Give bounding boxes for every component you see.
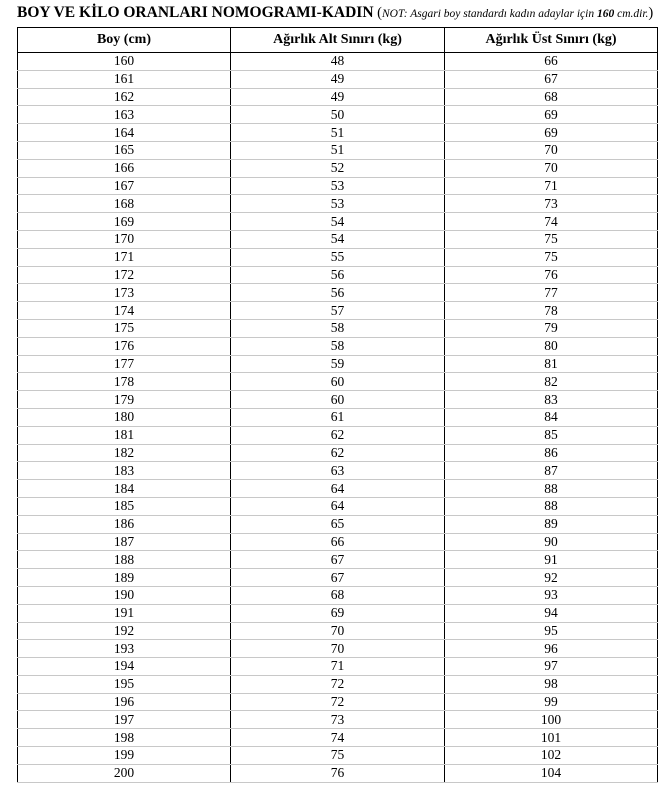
table-row xyxy=(18,106,658,124)
cell-weight-max: 84 xyxy=(445,408,658,426)
cell-height: 169 xyxy=(18,213,231,231)
table-row xyxy=(18,515,658,533)
cell-weight-min: 64 xyxy=(231,497,445,515)
table-row xyxy=(18,675,658,693)
cell-height: 194 xyxy=(18,658,231,676)
table-row xyxy=(18,302,658,320)
table-row xyxy=(18,586,658,604)
nomogram-table xyxy=(17,27,658,783)
cell-height: 183 xyxy=(18,462,231,480)
cell-weight-min: 72 xyxy=(231,675,445,693)
cell-height: 163 xyxy=(18,106,231,124)
table-row xyxy=(18,640,658,658)
cell-weight-max: 100 xyxy=(445,711,658,729)
table-row xyxy=(18,124,658,142)
table-row xyxy=(18,444,658,462)
cell-weight-max: 77 xyxy=(445,284,658,302)
cell-height: 198 xyxy=(18,729,231,747)
cell-weight-min: 56 xyxy=(231,284,445,302)
cell-weight-min: 50 xyxy=(231,106,445,124)
cell-weight-max: 66 xyxy=(445,53,658,71)
cell-height: 195 xyxy=(18,675,231,693)
cell-weight-max: 101 xyxy=(445,729,658,747)
cell-weight-max: 69 xyxy=(445,124,658,142)
cell-weight-max: 73 xyxy=(445,195,658,213)
table-body xyxy=(18,53,658,783)
cell-weight-min: 71 xyxy=(231,658,445,676)
table-row xyxy=(18,747,658,765)
cell-height: 168 xyxy=(18,195,231,213)
cell-weight-min: 68 xyxy=(231,586,445,604)
cell-weight-min: 48 xyxy=(231,53,445,71)
cell-height: 160 xyxy=(18,53,231,71)
table-row xyxy=(18,195,658,213)
table-row xyxy=(18,426,658,444)
table-row xyxy=(18,248,658,266)
cell-weight-min: 49 xyxy=(231,70,445,88)
cell-weight-min: 58 xyxy=(231,319,445,337)
cell-height: 174 xyxy=(18,302,231,320)
cell-weight-max: 67 xyxy=(445,70,658,88)
table-row xyxy=(18,53,658,71)
table-row xyxy=(18,658,658,676)
cell-height: 167 xyxy=(18,177,231,195)
table-row xyxy=(18,729,658,747)
header-weight-max: Ağırlık Üst Sınırı (kg) xyxy=(445,28,658,53)
cell-height: 172 xyxy=(18,266,231,284)
cell-weight-min: 59 xyxy=(231,355,445,373)
cell-weight-max: 96 xyxy=(445,640,658,658)
cell-weight-min: 74 xyxy=(231,729,445,747)
cell-weight-max: 68 xyxy=(445,88,658,106)
cell-weight-max: 88 xyxy=(445,480,658,498)
cell-weight-min: 62 xyxy=(231,426,445,444)
cell-weight-max: 102 xyxy=(445,747,658,765)
cell-weight-min: 53 xyxy=(231,177,445,195)
cell-weight-min: 60 xyxy=(231,391,445,409)
cell-height: 173 xyxy=(18,284,231,302)
table-row xyxy=(18,213,658,231)
cell-weight-min: 54 xyxy=(231,230,445,248)
cell-weight-min: 49 xyxy=(231,88,445,106)
cell-weight-max: 75 xyxy=(445,230,658,248)
cell-height: 164 xyxy=(18,124,231,142)
table-row xyxy=(18,141,658,159)
cell-weight-max: 99 xyxy=(445,693,658,711)
cell-weight-max: 81 xyxy=(445,355,658,373)
title-open-paren: ( xyxy=(373,5,382,21)
cell-weight-min: 60 xyxy=(231,373,445,391)
table-row xyxy=(18,569,658,587)
cell-weight-max: 75 xyxy=(445,248,658,266)
cell-height: 199 xyxy=(18,747,231,765)
cell-weight-min: 55 xyxy=(231,248,445,266)
cell-weight-min: 57 xyxy=(231,302,445,320)
cell-height: 181 xyxy=(18,426,231,444)
cell-weight-max: 98 xyxy=(445,675,658,693)
cell-weight-min: 51 xyxy=(231,124,445,142)
cell-weight-min: 70 xyxy=(231,622,445,640)
cell-weight-max: 79 xyxy=(445,319,658,337)
cell-weight-max: 80 xyxy=(445,337,658,355)
cell-weight-max: 70 xyxy=(445,141,658,159)
cell-weight-max: 93 xyxy=(445,586,658,604)
cell-height: 188 xyxy=(18,551,231,569)
table-row xyxy=(18,462,658,480)
title-close-paren: ) xyxy=(648,5,654,21)
cell-weight-min: 52 xyxy=(231,159,445,177)
cell-weight-min: 72 xyxy=(231,693,445,711)
title-note-prefix: NOT: Asgari boy standardı kadın adaylar için xyxy=(381,8,597,20)
cell-weight-max: 97 xyxy=(445,658,658,676)
title-note xyxy=(382,8,648,20)
cell-weight-min: 54 xyxy=(231,213,445,231)
cell-height: 170 xyxy=(18,230,231,248)
cell-height: 176 xyxy=(18,337,231,355)
cell-height: 182 xyxy=(18,444,231,462)
cell-weight-max: 78 xyxy=(445,302,658,320)
cell-height: 184 xyxy=(18,480,231,498)
cell-height: 200 xyxy=(18,764,231,782)
title-note-suffix: cm.dir. xyxy=(614,8,649,20)
cell-height: 187 xyxy=(18,533,231,551)
cell-weight-max: 88 xyxy=(445,497,658,515)
cell-weight-max: 83 xyxy=(445,391,658,409)
cell-weight-min: 61 xyxy=(231,408,445,426)
table-row xyxy=(18,764,658,782)
table-row xyxy=(18,408,658,426)
cell-weight-max: 94 xyxy=(445,604,658,622)
cell-weight-max: 89 xyxy=(445,515,658,533)
cell-weight-min: 51 xyxy=(231,141,445,159)
table-row xyxy=(18,693,658,711)
table-row xyxy=(18,266,658,284)
table-row xyxy=(18,373,658,391)
cell-weight-min: 63 xyxy=(231,462,445,480)
cell-weight-min: 76 xyxy=(231,764,445,782)
cell-weight-min: 64 xyxy=(231,480,445,498)
table-row xyxy=(18,337,658,355)
cell-weight-max: 90 xyxy=(445,533,658,551)
cell-weight-max: 85 xyxy=(445,426,658,444)
cell-height: 191 xyxy=(18,604,231,622)
cell-weight-min: 73 xyxy=(231,711,445,729)
cell-height: 166 xyxy=(18,159,231,177)
cell-weight-min: 62 xyxy=(231,444,445,462)
cell-weight-min: 53 xyxy=(231,195,445,213)
cell-weight-min: 56 xyxy=(231,266,445,284)
cell-weight-max: 76 xyxy=(445,266,658,284)
cell-weight-min: 65 xyxy=(231,515,445,533)
header-height: Boy (cm) xyxy=(18,28,231,53)
cell-height: 190 xyxy=(18,586,231,604)
cell-weight-max: 69 xyxy=(445,106,658,124)
cell-height: 189 xyxy=(18,569,231,587)
cell-weight-min: 69 xyxy=(231,604,445,622)
cell-height: 165 xyxy=(18,141,231,159)
table-row xyxy=(18,230,658,248)
table-row xyxy=(18,284,658,302)
table-row xyxy=(18,533,658,551)
cell-weight-max: 74 xyxy=(445,213,658,231)
cell-height: 192 xyxy=(18,622,231,640)
table-row xyxy=(18,70,658,88)
table-row xyxy=(18,355,658,373)
cell-height: 185 xyxy=(18,497,231,515)
cell-weight-min: 70 xyxy=(231,640,445,658)
cell-weight-max: 70 xyxy=(445,159,658,177)
title-note-height: 160 xyxy=(596,8,615,20)
table-row xyxy=(18,711,658,729)
cell-weight-max: 92 xyxy=(445,569,658,587)
cell-height: 180 xyxy=(18,408,231,426)
table-row xyxy=(18,622,658,640)
cell-weight-min: 66 xyxy=(231,533,445,551)
cell-height: 175 xyxy=(18,319,231,337)
cell-height: 177 xyxy=(18,355,231,373)
table-row xyxy=(18,177,658,195)
cell-weight-min: 75 xyxy=(231,747,445,765)
table-row xyxy=(18,391,658,409)
cell-weight-max: 86 xyxy=(445,444,658,462)
cell-weight-max: 104 xyxy=(445,764,658,782)
cell-weight-min: 67 xyxy=(231,551,445,569)
cell-height: 197 xyxy=(18,711,231,729)
document-title xyxy=(17,4,653,23)
cell-height: 179 xyxy=(18,391,231,409)
cell-height: 186 xyxy=(18,515,231,533)
cell-weight-min: 58 xyxy=(231,337,445,355)
table-row xyxy=(18,497,658,515)
cell-height: 178 xyxy=(18,373,231,391)
table-row xyxy=(18,88,658,106)
cell-height: 171 xyxy=(18,248,231,266)
table-row xyxy=(18,159,658,177)
table-row xyxy=(18,551,658,569)
table-row xyxy=(18,604,658,622)
cell-weight-max: 82 xyxy=(445,373,658,391)
cell-weight-max: 71 xyxy=(445,177,658,195)
table-row xyxy=(18,480,658,498)
cell-weight-max: 95 xyxy=(445,622,658,640)
header-row xyxy=(18,28,658,53)
header-weight-min: Ağırlık Alt Sınırı (kg) xyxy=(231,28,445,53)
cell-weight-max: 91 xyxy=(445,551,658,569)
title-main: BOY VE KİLO ORANLARI NOMOGRAMI-KADIN xyxy=(17,4,374,21)
table-header xyxy=(18,28,658,53)
cell-height: 193 xyxy=(18,640,231,658)
table-row xyxy=(18,319,658,337)
cell-weight-min: 67 xyxy=(231,569,445,587)
cell-height: 162 xyxy=(18,88,231,106)
cell-weight-max: 87 xyxy=(445,462,658,480)
cell-height: 196 xyxy=(18,693,231,711)
cell-height: 161 xyxy=(18,70,231,88)
